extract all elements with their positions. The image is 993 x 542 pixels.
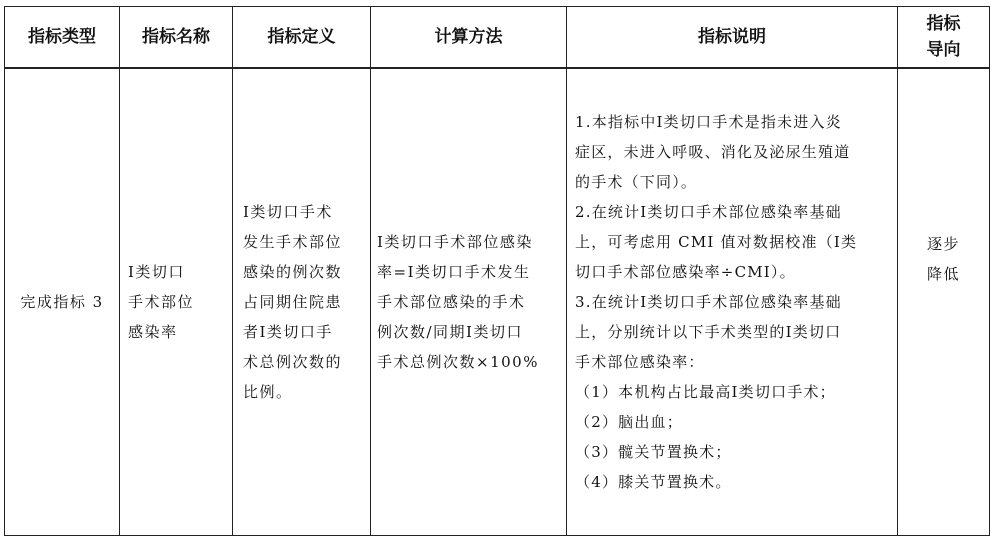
definition-line: 比例。	[243, 383, 293, 401]
method-line: Ⅰ类切口手术部位感染	[377, 233, 533, 251]
header-indicator-definition: 指标定义	[233, 7, 371, 69]
cell-calculation-method	[371, 68, 567, 536]
definition-line: 者Ⅰ类切口手	[243, 323, 333, 341]
definition-line: 发生手术部位	[243, 233, 343, 251]
cell-indicator-name	[120, 68, 233, 536]
indicator-table	[4, 6, 990, 536]
definition-line: 感染的例次数	[243, 263, 343, 281]
header-direction-line2: 导向	[926, 40, 961, 60]
header-indicator-name: 指标名称	[120, 7, 233, 69]
explanation-line: 手术部位感染率：	[575, 353, 705, 371]
direction-line: 降低	[926, 265, 960, 283]
explanation-line: 切口手术部位感染率÷CMI）。	[575, 263, 796, 281]
explanation-line: 3.在统计Ⅰ类切口手术部位感染率基础	[575, 293, 842, 311]
header-indicator-type: 指标类型	[5, 7, 120, 69]
explanation-line: 上，分别统计以下手术类型的Ⅰ类切口	[575, 323, 842, 341]
explanation-line: 1.本指标中Ⅰ类切口手术是指未进入炎	[575, 113, 842, 131]
header-indicator-direction	[898, 7, 990, 69]
name-line: 手术部位	[128, 293, 195, 311]
explanation-line: （4）膝关节置换术。	[575, 473, 732, 491]
header-row	[5, 7, 990, 69]
explanation-line: （3）髋关节置换术；	[575, 443, 732, 461]
definition-line: 占同期住院患	[243, 293, 343, 311]
cell-indicator-definition	[233, 68, 371, 536]
explanation-line: 2.在统计Ⅰ类切口手术部位感染率基础	[575, 203, 842, 221]
explanation-line: 上，可考虑用 CMI 值对数据校准（Ⅰ类	[575, 233, 858, 251]
method-line: 例次数/同期Ⅰ类切口	[377, 323, 523, 341]
method-line: 手术部位感染的手术	[377, 293, 526, 311]
name-line: Ⅰ类切口	[128, 263, 185, 281]
cell-indicator-type: 完成指标 3	[5, 68, 120, 536]
method-line: 手术总例次数×100%	[377, 353, 539, 371]
explanation-line: 症区，未进入呼吸、消化及泌尿生殖道	[575, 143, 851, 161]
header-direction-line1: 指标	[926, 14, 961, 34]
cell-indicator-direction	[898, 68, 990, 536]
method-line: 率=Ⅰ类切口手术发生	[377, 263, 531, 281]
definition-line: Ⅰ类切口手术	[243, 203, 333, 221]
cell-indicator-explanation	[567, 68, 898, 536]
header-calculation-method: 计算方法	[371, 7, 567, 69]
definition-line: 术总例次数的	[243, 353, 343, 371]
direction-line: 逐步	[926, 235, 960, 253]
table-row	[5, 68, 990, 536]
explanation-line: 的手术（下同）。	[575, 173, 698, 191]
header-indicator-explanation: 指标说明	[567, 7, 898, 69]
explanation-line: （1）本机构占比最高Ⅰ类切口手术；	[575, 383, 836, 401]
name-line: 感染率	[128, 323, 178, 341]
explanation-line: （2）脑出血；	[575, 413, 683, 431]
